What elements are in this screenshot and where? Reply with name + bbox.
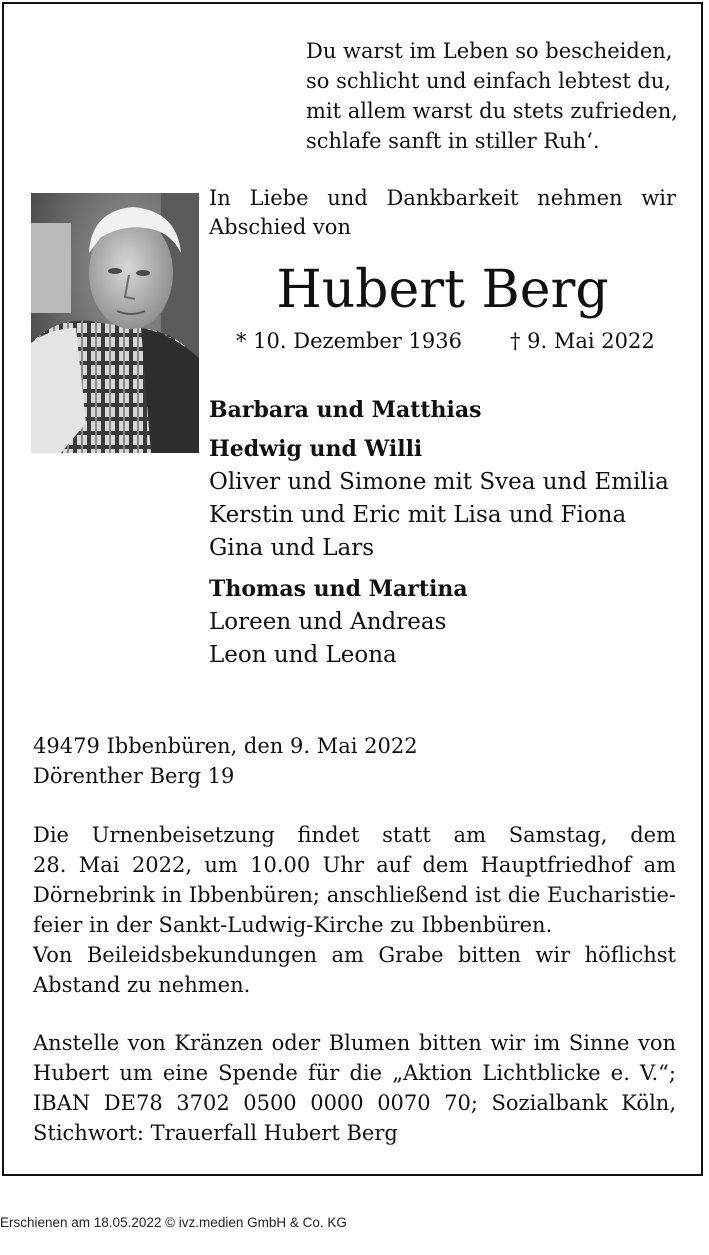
notice-line: feier in der Sankt-Ludwig-Kirche zu Ibbenbüren. [33, 913, 553, 937]
place-date-line: 49479 Ibbenbüren, den 9. Mai 2022 [33, 734, 418, 758]
mourner-name-bold: Hedwig und Willi [209, 436, 423, 462]
life-dates [236, 326, 655, 356]
notice-line: Anstelle von Kränzen oder Blumen bitten wir im Sinne von [33, 1031, 676, 1055]
mourner-name: Gina und Lars [209, 535, 375, 561]
deceased-name: Hubert Berg [276, 260, 609, 320]
death-date: † 9. Mai 2022 [510, 329, 655, 353]
intro-line: Abschied von [209, 215, 351, 239]
notice-line: Von Beileidsbekundungen am Grabe bitten wir höflichst [33, 943, 676, 967]
memorial-poem [306, 36, 686, 156]
birth-date: * 10. Dezember 1936 [236, 329, 462, 353]
portrait-photo [31, 193, 199, 453]
mourner-name: Leon und Leona [209, 642, 397, 668]
donation-notice [33, 1028, 676, 1148]
mourner-name-bold: Barbara und Matthias [209, 397, 482, 423]
poem-line: Du warst im Leben so bescheiden, [306, 39, 673, 63]
funeral-notice [33, 820, 676, 1000]
poem-line: so schlicht und einfach lebtest du, [306, 69, 672, 93]
street-address: Dörenther Berg 19 [33, 764, 235, 788]
notice-line: Hubert um eine Spende für die „Aktion Lichtblicke e. V.“; [33, 1061, 676, 1085]
mourner-name: Kerstin und Eric mit Lisa und Fiona [209, 502, 627, 528]
mourners-list [209, 394, 689, 672]
notice-line: Stichwort: Trauerfall Hubert Berg [33, 1121, 398, 1145]
mourner-name-bold: Thomas und Martina [209, 576, 468, 602]
notice-line: 28. Mai 2022, um 10.00 Uhr auf dem Hauptfriedhof am [33, 853, 676, 877]
poem-line: mit allem warst du stets zufrieden, [306, 99, 678, 123]
publication-footer: Erschienen am 18.05.2022 © ivz.medien GmbH & Co. KG [0, 1215, 347, 1230]
intro-line: In Liebe und Dankbarkeit nehmen wir [209, 186, 676, 210]
mourner-name: Loreen und Andreas [209, 609, 447, 635]
farewell-intro [209, 184, 676, 242]
notice-line: IBAN DE78 3702 0500 0000 0070 70; Sozialbank Köln, [33, 1091, 676, 1115]
mourner-name: Oliver und Simone mit Svea und Emilia [209, 469, 669, 495]
notice-line: Die Urnenbeisetzung findet statt am Samstag, dem [33, 823, 676, 847]
notice-line: Dörnebrink in Ibbenbüren; anschließend ist die Eucharistie- [33, 883, 676, 907]
notice-line: Abstand zu nehmen. [33, 973, 251, 997]
poem-line: schlafe sanft in stiller Ruh‘. [306, 129, 600, 153]
place-and-address [33, 731, 418, 791]
